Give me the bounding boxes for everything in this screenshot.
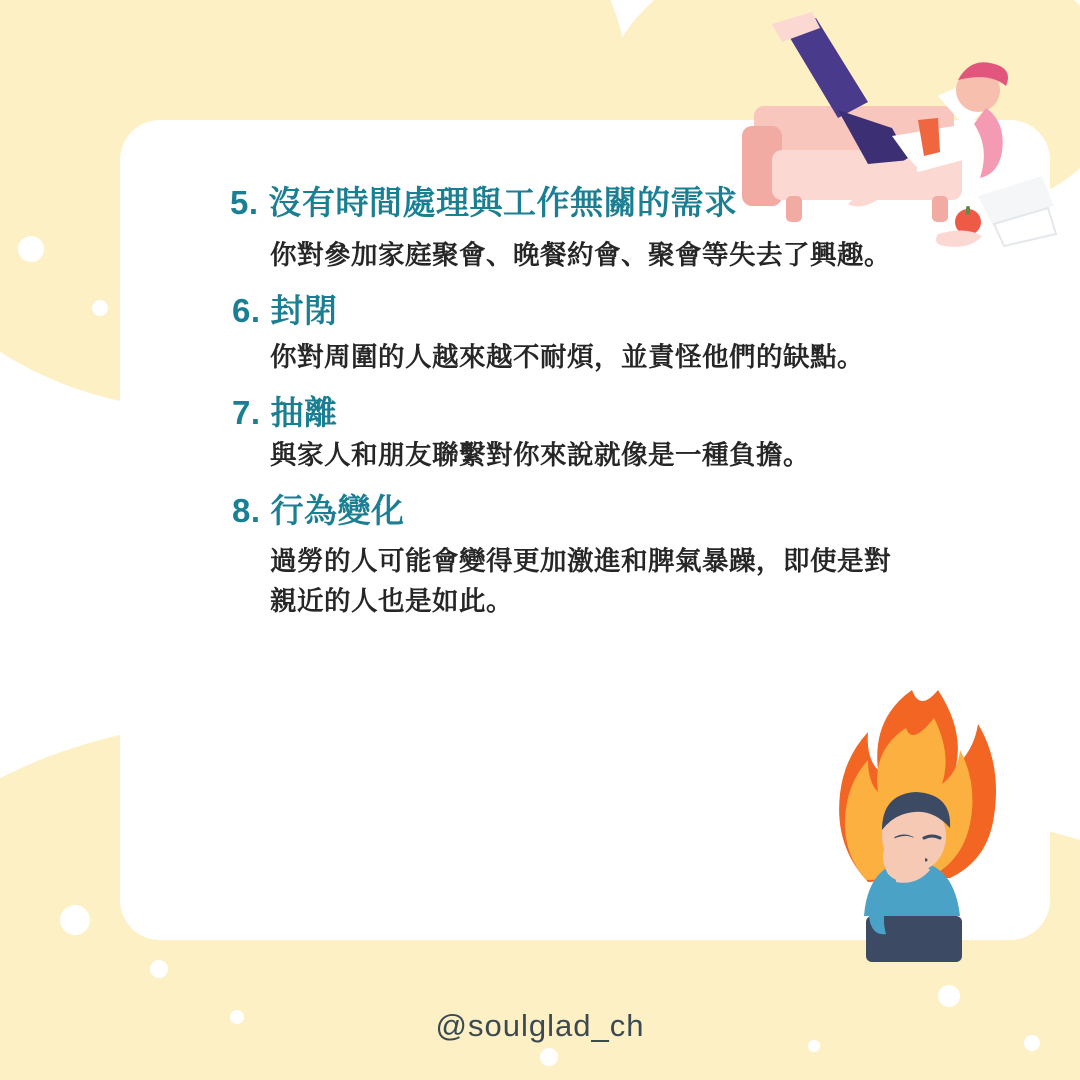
item-body: 與家人和朋友聯繫對你來說就像是一種負擔。	[270, 440, 810, 471]
decorative-dot	[540, 1048, 558, 1066]
item-number: 7.	[232, 393, 261, 431]
item-number: 6.	[232, 291, 261, 329]
item-title: 封閉	[270, 291, 338, 329]
tips-list	[232, 182, 892, 636]
list-item	[232, 490, 892, 622]
list-item	[232, 290, 892, 378]
item-body: 過勞的人可能會變得更加激進和脾氣暴躁，即使是對親近的人也是如此。	[270, 546, 891, 616]
decorative-dot	[18, 236, 44, 262]
decorative-dot	[20, 690, 42, 712]
item-heading	[232, 290, 892, 332]
list-item	[232, 182, 892, 276]
item-body: 你對周圍的人越來越不耐煩，並責怪他們的缺點。	[270, 342, 864, 373]
item-heading	[230, 182, 790, 224]
stressed-person-in-flames-illustration	[792, 684, 1042, 984]
item-heading	[232, 490, 892, 532]
social-handle: @soulglad_ch	[435, 1008, 645, 1043]
item-number: 5.	[230, 184, 259, 221]
decorative-dot	[150, 960, 168, 978]
item-title: 沒有時間處理與工作無關的需求	[268, 184, 738, 221]
item-heading	[232, 392, 892, 434]
item-title: 抽離	[270, 393, 338, 431]
item-body: 你對參加家庭聚會、晚餐約會、聚會等失去了興趣。	[270, 240, 891, 271]
decorative-dot	[60, 905, 90, 935]
item-title: 行為變化	[270, 491, 405, 529]
decorative-dot	[74, 560, 86, 572]
decorative-dot	[30, 470, 50, 490]
decorative-dot	[938, 985, 960, 1007]
decorative-dot	[92, 300, 108, 316]
list-item	[232, 392, 892, 476]
item-number: 8.	[232, 491, 261, 529]
